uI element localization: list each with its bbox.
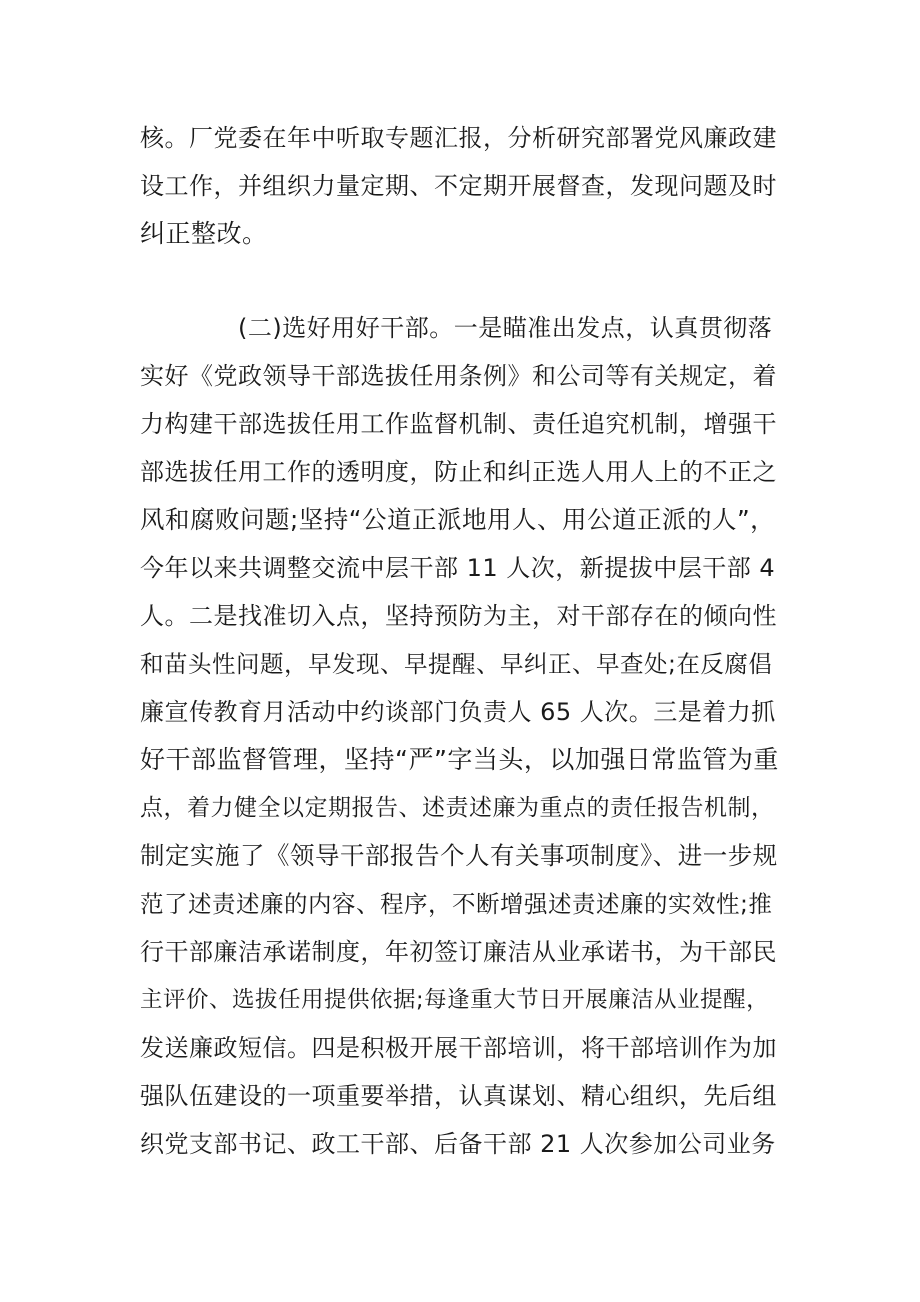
text-line: 实好《党政领导干部选拔任用条例》和公司等有关规定，着 — [140, 362, 777, 390]
text-line: 力构建干部选拔任用工作监督机制、责任追究机制，增强干 — [140, 410, 777, 438]
text-line: 行干部廉洁承诺制度，年初签订廉洁从业承诺书，为干部民 — [140, 938, 777, 966]
text-line: 织党支部书记、政工干部、后备干部 21 人次参加公司业务 — [140, 1130, 776, 1158]
text-line: 点，着力健全以定期报告、述责述廉为重点的责任报告机制， — [140, 795, 775, 821]
text-line: 发送廉政短信。四是积极开展干部培训，将干部培训作为加 — [140, 1034, 777, 1062]
text-line: 强队伍建设的一项重要举措，认真谋划、精心组织，先后组 — [140, 1082, 777, 1110]
text-line: 主评价、选拔任用提供依据;每逢重大节日开展廉洁从业提醒， — [140, 987, 770, 1013]
text-line: 好干部监督管理，坚持“严”字当头，以加强日常监管为重 — [140, 745, 779, 774]
text-line: 部选拔任用工作的透明度，防止和纠正选人用人上的不正之 — [140, 458, 777, 486]
text-line: 和苗头性问题，早发现、早提醒、早纠正、早查处;在反腐倡 — [140, 650, 773, 678]
text-line: 廉宣传教育月活动中约谈部门负责人 65 人次。三是着力抓 — [140, 698, 776, 726]
text-line: (二)选好用好干部。一是瞄准出发点，认真贯彻落 — [238, 314, 773, 342]
text-line: 人。二是找准切入点，坚持预防为主，对干部存在的倾向性 — [140, 602, 777, 630]
text-line: 纠正整改。 — [140, 219, 268, 248]
text-line: 风和腐败问题;坚持“公道正派地用人、用公道正派的人”， — [140, 505, 776, 534]
text-line: 今年以来共调整交流中层干部 11 人次，新提拔中层干部 4 — [140, 554, 776, 582]
text-line: 范了述责述廉的内容、程序，不断增强述责述廉的实效性;推 — [140, 890, 773, 918]
text-line: 核。厂党委在年中听取专题汇报，分析研究部署党风廉政建 — [140, 124, 777, 152]
text-line: 设工作，并组织力量定期、不定期开展督查，发现问题及时 — [140, 172, 777, 200]
text-line: 制定实施了《领导干部报告个人有关事项制度》、进一步规 — [140, 841, 778, 870]
